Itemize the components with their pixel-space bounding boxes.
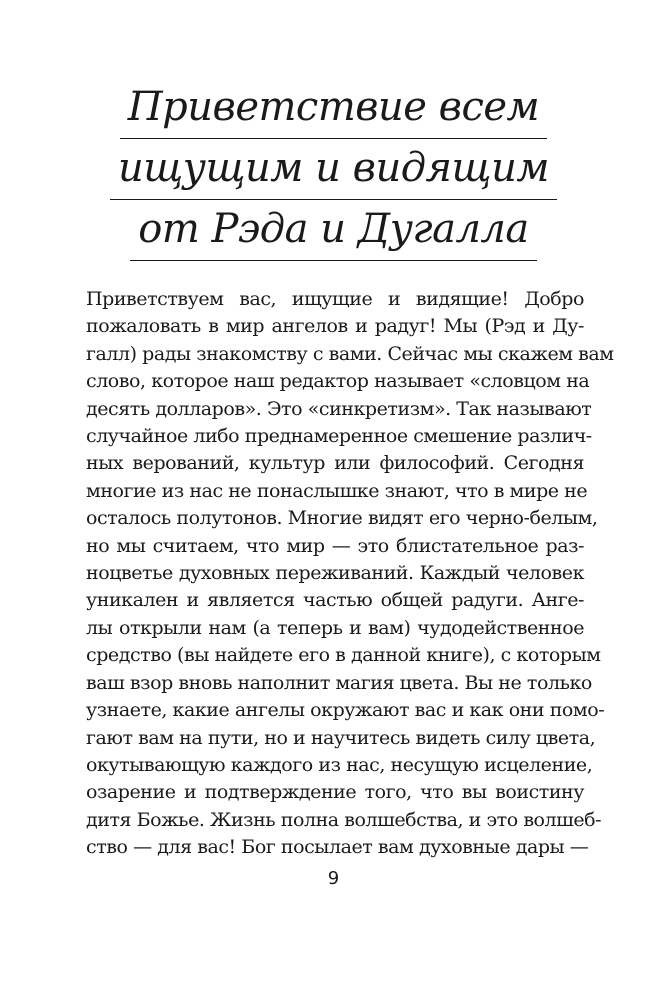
text-line: ных верований, культур или философий. Сегодня <box>86 452 584 475</box>
text-line: многие из нас не понаслышке знают, что в мире не <box>86 479 588 502</box>
text-line: ваш взор вновь наполнит магия цвета. Вы не только <box>86 671 592 694</box>
text-line: лы открыли нам (а теперь и вам) чудодейственное <box>86 616 584 639</box>
text-line: галл) рады знакомству с вами. Сейчас мы скажем вам <box>86 342 614 365</box>
text-line: гают вам на пути, но и научитесь видеть силу цвета, <box>86 726 596 749</box>
text-line: средство (вы найдете его в данной книге), с которым <box>86 644 601 667</box>
text-line: случайное либо преднамеренное смешение различ- <box>86 425 592 448</box>
title-line-2: ищущим и видящим <box>110 139 557 200</box>
text-line: дитя Божье. Жизнь полна волшебства, и это волшеб- <box>86 808 602 831</box>
text-line: Приветствуем вас, ищущие и видящие! Добро <box>86 288 584 310</box>
text-line: десять долларов». Это «синкретизм». Так называют <box>86 397 592 420</box>
text-line: узнаете, какие ангелы окружают вас и как они помо- <box>86 699 605 722</box>
title-line-1: Приветствие всем <box>110 78 557 139</box>
text-line: озарение и подтверждение того, что вы воистину <box>86 781 584 804</box>
text-line: ство — для вас! Бог посылает вам духовные дары — <box>86 836 589 859</box>
text-line: слово, которое наш редактор называет «словцом на <box>86 370 590 393</box>
text-line: пожаловать в мир ангелов и радуг! Мы (Рэд и Ду- <box>86 315 584 338</box>
text-line: ноцветье духовных переживаний. Каждый человек <box>86 562 584 585</box>
text-line: но мы считаем, что мир — это блистательное раз- <box>86 534 584 557</box>
text-line: осталось полутонов. Многие видят его черно-белым, <box>86 507 598 530</box>
text-line: уникален и является частью общей радуги. Анге- <box>86 589 584 612</box>
chapter-title <box>110 78 557 261</box>
body-paragraph <box>86 286 614 862</box>
title-line-3: от Рэда и Дугалла <box>110 200 557 261</box>
text-line: окутывающую каждого из нас, несущую исцеление, <box>86 753 593 776</box>
page-number: 9 <box>327 868 340 889</box>
